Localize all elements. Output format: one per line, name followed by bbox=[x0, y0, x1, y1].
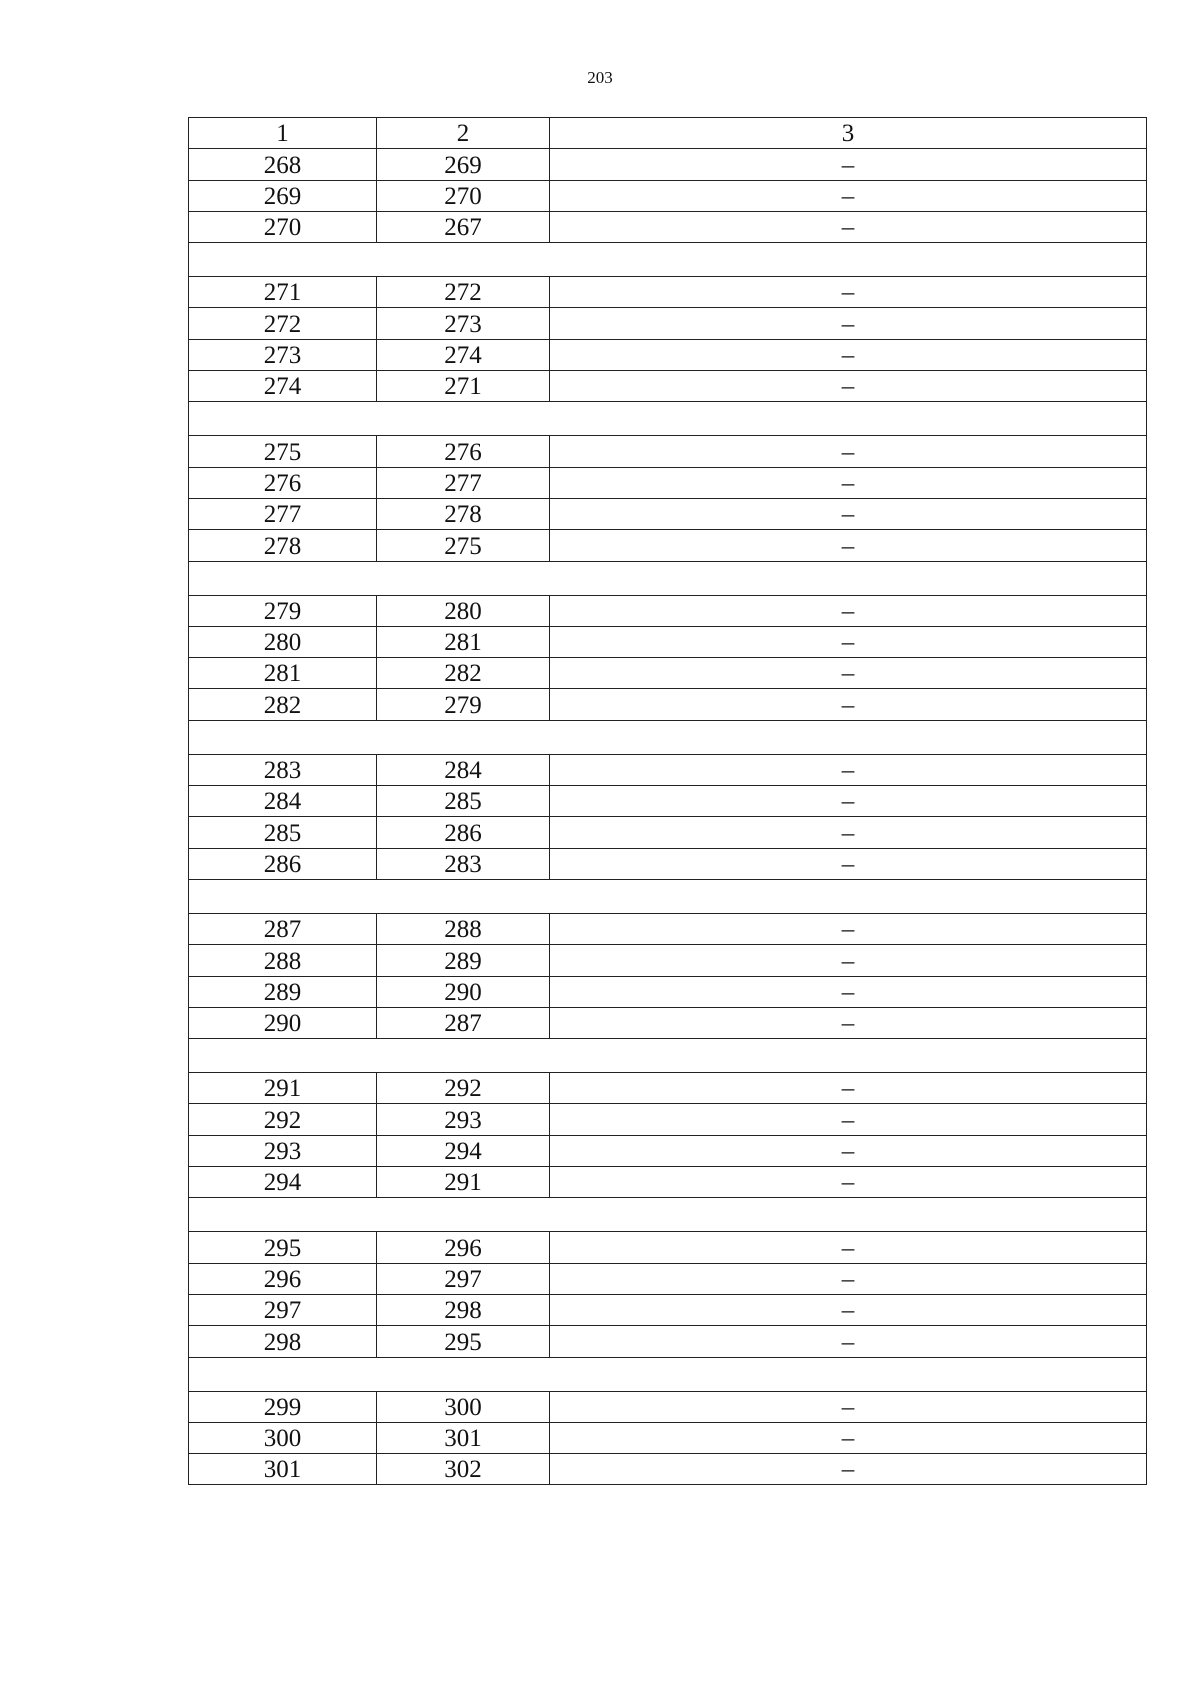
group-separator-row bbox=[189, 1198, 1147, 1232]
table-row bbox=[189, 976, 1147, 1007]
table-cell-col-2: 284 bbox=[377, 754, 550, 785]
group-separator-row bbox=[189, 402, 1147, 436]
table-row bbox=[189, 277, 1147, 308]
table-cell-col-2: 287 bbox=[377, 1007, 550, 1038]
table-cell-col-3: – bbox=[550, 848, 1147, 879]
data-table bbox=[188, 117, 1147, 1485]
group-separator-cell bbox=[189, 243, 1147, 277]
table-cell-col-1: 290 bbox=[189, 1007, 377, 1038]
table-cell-col-2: 289 bbox=[377, 945, 550, 976]
table-row bbox=[189, 211, 1147, 242]
group-separator-cell bbox=[189, 1039, 1147, 1073]
table-cell-col-1: 270 bbox=[189, 211, 377, 242]
table-cell-col-2: 278 bbox=[377, 498, 550, 529]
group-separator-cell bbox=[189, 561, 1147, 595]
table-cell-col-3: – bbox=[550, 754, 1147, 785]
table-cell-col-1: 293 bbox=[189, 1135, 377, 1166]
table-cell-col-2: 300 bbox=[377, 1391, 550, 1422]
table-cell-col-1: 268 bbox=[189, 149, 377, 180]
table-cell-col-1: 289 bbox=[189, 976, 377, 1007]
table-cell-col-2: 293 bbox=[377, 1104, 550, 1135]
table-cell-col-2: 295 bbox=[377, 1326, 550, 1357]
group-separator-row bbox=[189, 561, 1147, 595]
table-cell-col-3: – bbox=[550, 308, 1147, 339]
table-cell-col-2: 270 bbox=[377, 180, 550, 211]
table-row bbox=[189, 913, 1147, 944]
table-cell-col-1: 287 bbox=[189, 913, 377, 944]
table-cell-col-2: 291 bbox=[377, 1167, 550, 1198]
table-cell-col-2: 298 bbox=[377, 1294, 550, 1325]
table-cell-col-2: 286 bbox=[377, 817, 550, 848]
table-cell-col-1: 278 bbox=[189, 530, 377, 561]
table-cell-col-2: 271 bbox=[377, 371, 550, 402]
table-row bbox=[189, 1263, 1147, 1294]
table-cell-col-1: 275 bbox=[189, 436, 377, 467]
table-cell-col-3: – bbox=[550, 1422, 1147, 1453]
table-cell-col-3: – bbox=[550, 976, 1147, 1007]
group-separator-row bbox=[189, 1357, 1147, 1391]
table-row bbox=[189, 689, 1147, 720]
table-cell-col-1: 274 bbox=[189, 371, 377, 402]
table-cell-col-3: – bbox=[550, 1391, 1147, 1422]
table-cell-col-2: 269 bbox=[377, 149, 550, 180]
table-cell-col-3: – bbox=[550, 1294, 1147, 1325]
group-separator-row bbox=[189, 243, 1147, 277]
table-cell-col-3: – bbox=[550, 1007, 1147, 1038]
table-cell-col-3: – bbox=[550, 1167, 1147, 1198]
table-row bbox=[189, 339, 1147, 370]
table-row bbox=[189, 1073, 1147, 1104]
table-cell-col-1: 291 bbox=[189, 1073, 377, 1104]
table-row bbox=[189, 371, 1147, 402]
table-cell-col-2: 282 bbox=[377, 658, 550, 689]
table-cell-col-2: 292 bbox=[377, 1073, 550, 1104]
header-row bbox=[189, 118, 1147, 149]
group-separator-row bbox=[189, 720, 1147, 754]
table-cell-col-1: 271 bbox=[189, 277, 377, 308]
table-cell-col-2: 267 bbox=[377, 211, 550, 242]
table-cell-col-2: 279 bbox=[377, 689, 550, 720]
table-cell-col-1: 299 bbox=[189, 1391, 377, 1422]
table-cell-col-1: 295 bbox=[189, 1232, 377, 1263]
table-row bbox=[189, 467, 1147, 498]
table-cell-col-2: 277 bbox=[377, 467, 550, 498]
table-cell-col-2: 297 bbox=[377, 1263, 550, 1294]
table-cell-col-2: 275 bbox=[377, 530, 550, 561]
table-cell-col-3: – bbox=[550, 1073, 1147, 1104]
table-body bbox=[189, 118, 1147, 1485]
table-cell-col-1: 297 bbox=[189, 1294, 377, 1325]
table-cell-col-1: 272 bbox=[189, 308, 377, 339]
table-cell-col-3: – bbox=[550, 595, 1147, 626]
table-cell-col-2: 283 bbox=[377, 848, 550, 879]
table-cell-col-1: 269 bbox=[189, 180, 377, 211]
table-row bbox=[189, 149, 1147, 180]
table-cell-col-2: 273 bbox=[377, 308, 550, 339]
table-cell-col-1: 277 bbox=[189, 498, 377, 529]
table-cell-col-3: – bbox=[550, 211, 1147, 242]
table-cell-col-3: – bbox=[550, 149, 1147, 180]
table-cell-col-1: 284 bbox=[189, 786, 377, 817]
table-row bbox=[189, 436, 1147, 467]
table-row bbox=[189, 786, 1147, 817]
table-cell-col-2: 296 bbox=[377, 1232, 550, 1263]
table-cell-col-3: – bbox=[550, 371, 1147, 402]
table-row bbox=[189, 1232, 1147, 1263]
table-cell-col-3: – bbox=[550, 277, 1147, 308]
table-cell-col-1: 301 bbox=[189, 1454, 377, 1485]
table-cell-col-3: – bbox=[550, 1454, 1147, 1485]
table-cell-col-3: – bbox=[550, 467, 1147, 498]
table-row bbox=[189, 848, 1147, 879]
table-cell-col-3: – bbox=[550, 339, 1147, 370]
table-cell-col-3: – bbox=[550, 530, 1147, 561]
table-cell-col-1: 292 bbox=[189, 1104, 377, 1135]
table-cell-col-2: 301 bbox=[377, 1422, 550, 1453]
table-cell-col-3: – bbox=[550, 626, 1147, 657]
table-cell-col-3: – bbox=[550, 498, 1147, 529]
table-cell-col-3: – bbox=[550, 180, 1147, 211]
table-row bbox=[189, 1167, 1147, 1198]
table-row bbox=[189, 308, 1147, 339]
table-cell-col-1: 281 bbox=[189, 658, 377, 689]
table-cell-col-3: – bbox=[550, 1135, 1147, 1166]
table-cell-col-1: 296 bbox=[189, 1263, 377, 1294]
group-separator-cell bbox=[189, 720, 1147, 754]
table-cell-col-3: – bbox=[550, 817, 1147, 848]
table-cell-col-3: – bbox=[550, 658, 1147, 689]
table-cell-col-1: 288 bbox=[189, 945, 377, 976]
table-cell-col-3: – bbox=[550, 1326, 1147, 1357]
table-row bbox=[189, 180, 1147, 211]
group-separator-row bbox=[189, 1039, 1147, 1073]
table-cell-col-1: 283 bbox=[189, 754, 377, 785]
group-separator-cell bbox=[189, 1198, 1147, 1232]
header-cell-3: 3 bbox=[550, 118, 1147, 149]
table-cell-col-1: 279 bbox=[189, 595, 377, 626]
table-cell-col-1: 294 bbox=[189, 1167, 377, 1198]
table-cell-col-1: 276 bbox=[189, 467, 377, 498]
table-row bbox=[189, 530, 1147, 561]
header-cell-1: 1 bbox=[189, 118, 377, 149]
table-cell-col-2: 288 bbox=[377, 913, 550, 944]
table-cell-col-3: – bbox=[550, 1263, 1147, 1294]
group-separator-cell bbox=[189, 402, 1147, 436]
table-cell-col-2: 290 bbox=[377, 976, 550, 1007]
table-cell-col-2: 281 bbox=[377, 626, 550, 657]
table-row bbox=[189, 1294, 1147, 1325]
group-separator-cell bbox=[189, 1357, 1147, 1391]
group-separator-row bbox=[189, 879, 1147, 913]
table-row bbox=[189, 1007, 1147, 1038]
table-row bbox=[189, 498, 1147, 529]
table-cell-col-2: 274 bbox=[377, 339, 550, 370]
table-cell-col-3: – bbox=[550, 913, 1147, 944]
table-row bbox=[189, 945, 1147, 976]
table-cell-col-1: 298 bbox=[189, 1326, 377, 1357]
table-cell-col-2: 285 bbox=[377, 786, 550, 817]
table-row bbox=[189, 595, 1147, 626]
table-cell-col-3: – bbox=[550, 436, 1147, 467]
table-row bbox=[189, 1326, 1147, 1357]
table-row bbox=[189, 1391, 1147, 1422]
table-cell-col-1: 286 bbox=[189, 848, 377, 879]
table-cell-col-1: 300 bbox=[189, 1422, 377, 1453]
table-cell-col-2: 294 bbox=[377, 1135, 550, 1166]
table-cell-col-2: 280 bbox=[377, 595, 550, 626]
table-row bbox=[189, 1104, 1147, 1135]
table-cell-col-3: – bbox=[550, 1232, 1147, 1263]
table-cell-col-1: 280 bbox=[189, 626, 377, 657]
group-separator-cell bbox=[189, 879, 1147, 913]
table-row bbox=[189, 1422, 1147, 1453]
page-number: 203 bbox=[587, 68, 613, 87]
table-cell-col-1: 282 bbox=[189, 689, 377, 720]
table-row bbox=[189, 754, 1147, 785]
table-cell-col-2: 302 bbox=[377, 1454, 550, 1485]
table-cell-col-3: – bbox=[550, 945, 1147, 976]
table-cell-col-2: 276 bbox=[377, 436, 550, 467]
table-row bbox=[189, 658, 1147, 689]
header-cell-2: 2 bbox=[377, 118, 550, 149]
table-cell-col-3: – bbox=[550, 689, 1147, 720]
table-cell-col-1: 285 bbox=[189, 817, 377, 848]
table-cell-col-1: 273 bbox=[189, 339, 377, 370]
table-cell-col-3: – bbox=[550, 1104, 1147, 1135]
table-row bbox=[189, 1454, 1147, 1485]
table-cell-col-3: – bbox=[550, 786, 1147, 817]
table-row bbox=[189, 1135, 1147, 1166]
table-cell-col-2: 272 bbox=[377, 277, 550, 308]
table-row bbox=[189, 626, 1147, 657]
table-row bbox=[189, 817, 1147, 848]
